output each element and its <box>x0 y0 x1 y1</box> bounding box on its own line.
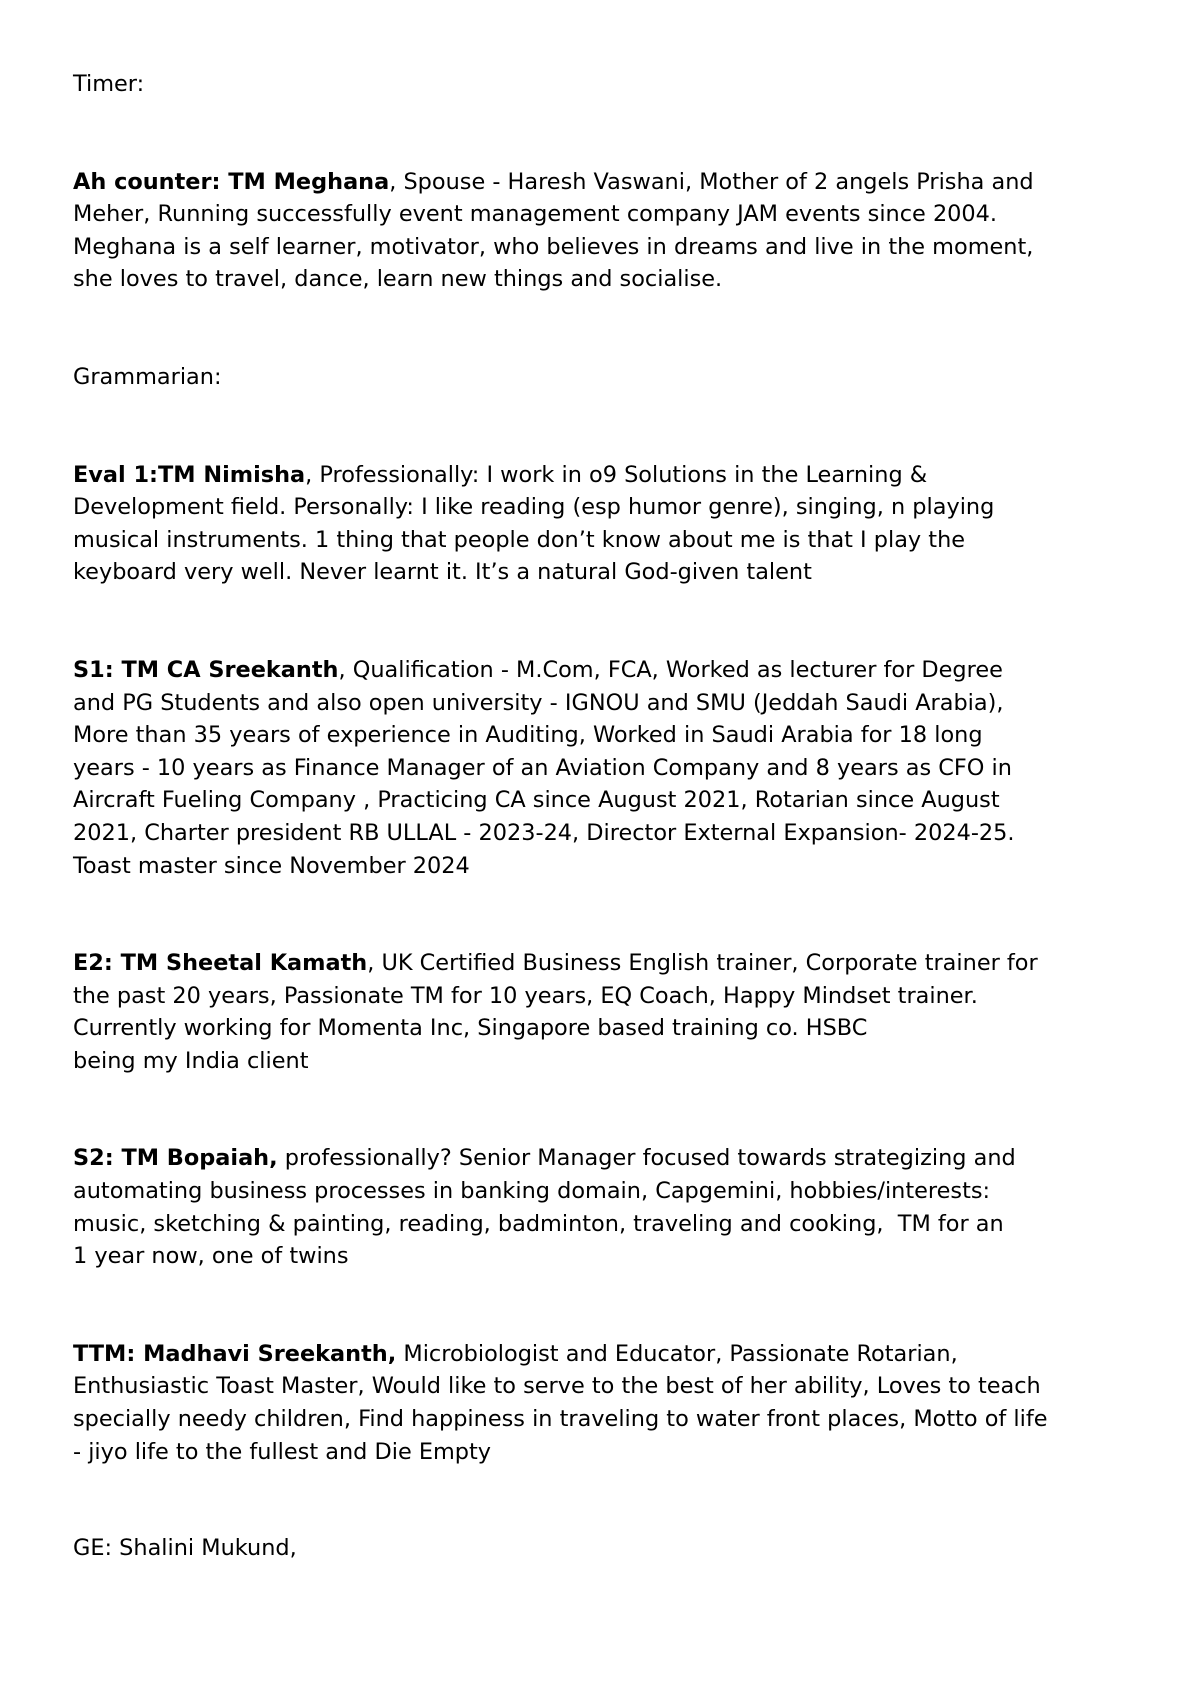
s1-line-7: Toast master since November 2024 <box>73 852 470 879</box>
s2-line-4: 1 year now, one of twins <box>73 1243 349 1270</box>
ttm-line-3: specially needy children, Find happiness in traveling to water front places, Motto of life <box>73 1406 1048 1433</box>
ah-counter-line-1 <box>73 166 1153 199</box>
e2-line-2: the past 20 years, Passionate TM for 10 years, EQ Coach, Happy Mindset trainer. <box>73 982 978 1009</box>
e2-line-3: Currently working for Momenta Inc, Singapore based training co. HSBC <box>73 1015 868 1042</box>
grammarian-label <box>73 361 1153 394</box>
s1-line-3: More than 35 years of experience in Auditing, Worked in Saudi Arabia for 18 long <box>73 722 983 749</box>
ge-label <box>73 1532 1153 1565</box>
spacer <box>73 1077 1153 1142</box>
ah-counter-line-4: she loves to travel, dance, learn new things and socialise. <box>73 266 723 293</box>
eval1-text-1: , Professionally: I work in o9 Solutions in the Learning & <box>305 461 928 488</box>
e2-line-4: being my India client <box>73 1047 309 1074</box>
ah-counter-role: Ah counter: TM Meghana <box>73 168 390 195</box>
spacer <box>73 394 1153 459</box>
spacer <box>73 296 1153 361</box>
spacer <box>73 101 1153 166</box>
e2-text-1: , UK Certified Business English trainer, Corporate trainer for <box>367 950 1038 977</box>
ah-counter-paragraph <box>73 166 1153 296</box>
s1-paragraph <box>73 654 1153 882</box>
e2-role: E2: TM Sheetal Kamath <box>73 950 368 977</box>
grammarian-label-text: Grammarian: <box>73 363 222 390</box>
s2-line-3: music, sketching & painting, reading, badminton, traveling and cooking, TM for an <box>73 1210 1004 1237</box>
e2-line-1 <box>73 947 1153 980</box>
s1-line-1 <box>73 654 1153 687</box>
ah-counter-text-1: , Spouse - Haresh Vaswani, Mother of 2 angels Prisha and <box>389 168 1034 195</box>
ah-counter-line-3: Meghana is a self learner, motivator, who believes in dreams and live in the moment, <box>73 233 1034 260</box>
s2-paragraph <box>73 1142 1153 1272</box>
eval1-line-3: musical instruments. 1 thing that people don’t know about me is that I play the <box>73 526 966 553</box>
eval1-role: Eval 1:TM Nimisha <box>73 461 306 488</box>
e2-paragraph <box>73 947 1153 1077</box>
spacer <box>73 589 1153 654</box>
s1-line-2: and PG Students and also open university - IGNOU and SMU (Jeddah Saudi Arabia), <box>73 689 1004 716</box>
eval1-line-1 <box>73 459 1153 492</box>
ttm-line-1 <box>73 1338 1153 1371</box>
ttm-text-1: Microbiologist and Educator, Passionate Rotarian, <box>396 1340 958 1367</box>
ttm-role: TTM: Madhavi Sreekanth, <box>73 1340 397 1367</box>
spacer <box>73 1468 1153 1532</box>
s2-line-1 <box>73 1142 1153 1175</box>
eval1-line-4: keyboard very well. Never learnt it. It’s a natural God-given talent <box>73 559 812 586</box>
eval1-line-2: Development field. Personally: I like reading (esp humor genre), singing, n playing <box>73 494 995 521</box>
ttm-line-4: - jiyo life to the fullest and Die Empty <box>73 1438 492 1465</box>
ttm-paragraph <box>73 1338 1153 1468</box>
s1-line-5: Aircraft Fueling Company , Practicing CA since August 2021, Rotarian since August <box>73 787 1000 814</box>
s1-line-4: years - 10 years as Finance Manager of an Aviation Company and 8 years as CFO in <box>73 754 1012 781</box>
spacer <box>73 882 1153 947</box>
eval1-paragraph <box>73 459 1153 589</box>
timer-label <box>73 68 1153 101</box>
spacer <box>73 1273 1153 1338</box>
s1-line-6: 2021, Charter president RB ULLAL - 2023-24, Director External Expansion- 2024-25. <box>73 819 1015 846</box>
s2-line-2: automating business processes in banking domain, Capgemini, hobbies/interests: <box>73 1178 991 1205</box>
s1-text-1: , Qualification - M.Com, FCA, Worked as lecturer for Degree <box>338 656 1003 683</box>
document-page <box>73 68 1153 1565</box>
s2-role: S2: TM Bopaiah, <box>73 1145 278 1172</box>
ge-label-text: GE: Shalini Mukund, <box>73 1535 297 1562</box>
ah-counter-line-2: Meher, Running successfully event management company JAM events since 2004. <box>73 201 998 228</box>
ttm-line-2: Enthusiastic Toast Master, Would like to serve to the best of her ability, Loves to teach <box>73 1373 1041 1400</box>
timer-label-text: Timer: <box>73 71 145 97</box>
s2-text-1: professionally? Senior Manager focused towards strategizing and <box>277 1145 1016 1172</box>
s1-role: S1: TM CA Sreekanth <box>73 656 339 683</box>
